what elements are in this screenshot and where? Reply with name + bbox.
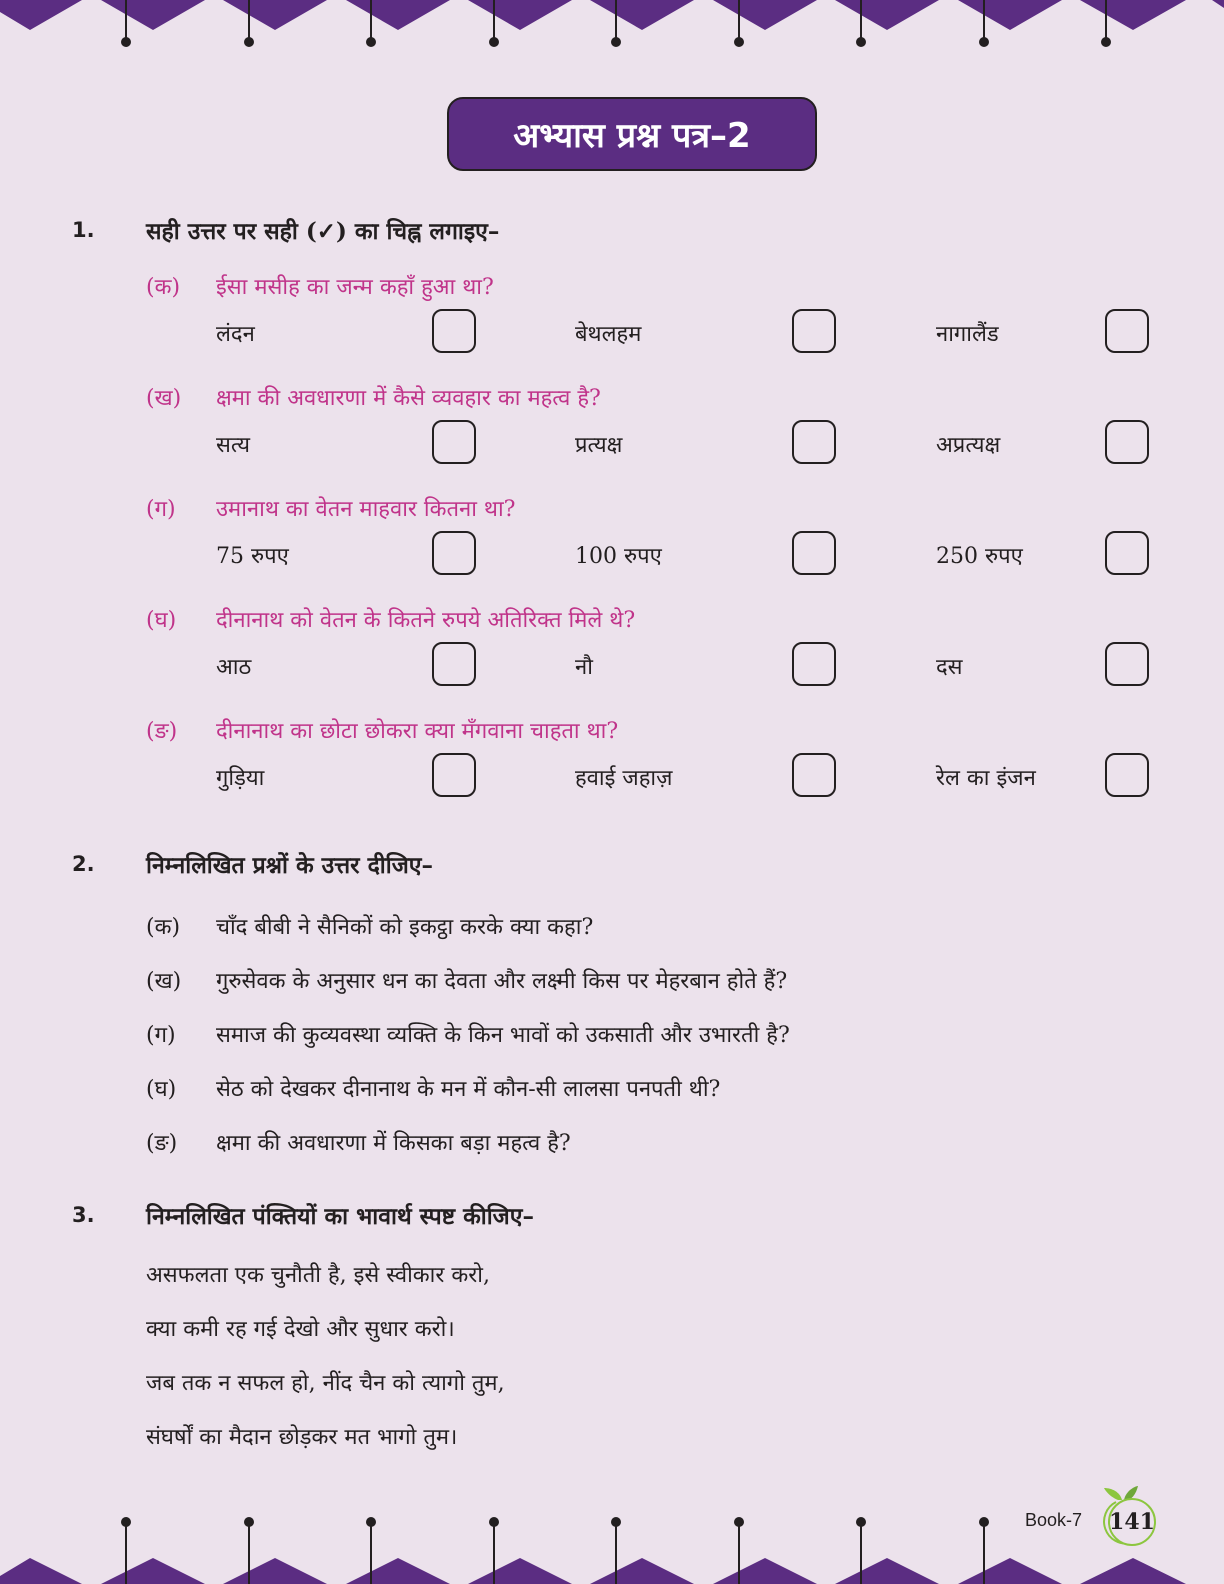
q3-heading: निम्नलिखित पंक्तियों का भावार्थ स्पष्ट कीजिए–: [146, 1203, 534, 1230]
q1-item-d-question: [146, 604, 635, 634]
q1-item-e-option-2: हवाई जहाज़: [575, 766, 673, 791]
q1-item-a-marker: (क): [146, 275, 181, 300]
q2-item-c: [146, 1019, 790, 1049]
q1-item-b-option-3: अप्रत्यक्ष: [936, 433, 1001, 458]
q1-item-a-checkbox-1[interactable]: [432, 309, 476, 353]
q1-item-e-question: [146, 715, 618, 745]
q1-item-c-option-3: 250 रुपए: [936, 544, 1023, 569]
q1-item-d-text: दीनानाथ को वेतन के कितने रुपये अतिरिक्त मिले थे?: [216, 608, 636, 633]
q1-item-e-checkbox-3[interactable]: [1105, 753, 1149, 797]
q1-item-c-checkbox-2[interactable]: [792, 531, 836, 575]
q1-item-e-checkbox-1[interactable]: [432, 753, 476, 797]
worksheet-title: अभ्यास प्रश्न पत्र–2: [447, 97, 817, 171]
q2-item-a-marker: (क): [146, 915, 181, 940]
q1-item-d-checkbox-1[interactable]: [432, 642, 476, 686]
q1-item-d-option-3: दस: [936, 655, 963, 680]
q1-item-d-option-1: आठ: [216, 655, 252, 680]
q1-item-c-marker: (ग): [146, 497, 176, 522]
q2-item-b-text: गुरुसेवक के अनुसार धन का देवता और लक्ष्मी किस पर मेहरबान होते हैं?: [216, 969, 788, 994]
q2-item-a-text: चाँद बीबी ने सैनिकों को इकट्ठा करके क्या कहा?: [216, 915, 594, 940]
q1-item-d-option-2: नौ: [575, 655, 593, 680]
q1-item-b-question: [146, 382, 601, 412]
q2-number: 2.: [72, 852, 95, 876]
q1-item-c-option-2: 100 रुपए: [575, 544, 662, 569]
q2-heading: निम्नलिखित प्रश्नों के उत्तर दीजिए–: [146, 852, 433, 879]
q2-item-c-marker: (ग): [146, 1023, 176, 1048]
q1-heading: सही उत्तर पर सही (✓) का चिह्न लगाइए–: [146, 218, 500, 245]
q1-item-b-option-2: प्रत्यक्ष: [575, 433, 623, 458]
q1-item-c-text: उमानाथ का वेतन माहवार कितना था?: [216, 497, 516, 522]
q2-item-d-text: सेठ को देखकर दीनानाथ के मन में कौन-सी लालसा पनपती थी?: [216, 1077, 721, 1102]
q2-item-a: [146, 911, 593, 941]
q3-number: 3.: [72, 1203, 95, 1227]
q1-item-c-question: [146, 493, 515, 523]
q1-item-b-checkbox-3[interactable]: [1105, 420, 1149, 464]
q1-item-b-option-1: सत्य: [216, 433, 251, 458]
q2-item-d: [146, 1073, 720, 1103]
q1-item-d-checkbox-2[interactable]: [792, 642, 836, 686]
page-number: 141: [1108, 1498, 1156, 1546]
q1-item-c-checkbox-1[interactable]: [432, 531, 476, 575]
q1-item-a-option-3: नागालैंड: [936, 322, 999, 347]
q1-item-a-option-2: बेथलहम: [575, 322, 642, 347]
q1-item-e-option-3: रेल का इंजन: [936, 766, 1036, 791]
q2-item-b: [146, 965, 787, 995]
q1-item-a-checkbox-2[interactable]: [792, 309, 836, 353]
poem-line-1: असफलता एक चुनौती है, इसे स्वीकार करो,: [146, 1263, 490, 1288]
q1-item-b-text: क्षमा की अवधारणा में कैसे व्यवहार का महत्व है?: [216, 386, 601, 411]
q1-item-c-checkbox-3[interactable]: [1105, 531, 1149, 575]
q1-item-a-question: [146, 271, 494, 301]
q1-item-c-option-1: 75 रुपए: [216, 544, 289, 569]
top-border-decoration: [0, 0, 1224, 50]
q1-item-e-text: दीनानाथ का छोटा छोकरा क्या मँगवाना चाहता था?: [216, 719, 619, 744]
q2-item-e-text: क्षमा की अवधारणा में किसका बड़ा महत्व है?: [216, 1131, 571, 1156]
q1-item-e-option-1: गुड़िया: [216, 766, 265, 791]
q2-item-e: [146, 1127, 571, 1157]
q2-item-c-text: समाज की कुव्यवस्था व्यक्ति के किन भावों को उकसाती और उभारती है?: [216, 1023, 790, 1048]
poem-line-4: संघर्षों का मैदान छोड़कर मत भागो तुम।: [146, 1425, 458, 1450]
poem-line-2: क्या कमी रह गई देखो और सुधार करो।: [146, 1317, 455, 1342]
q1-item-e-checkbox-2[interactable]: [792, 753, 836, 797]
book-label: Book-7: [1025, 1510, 1083, 1530]
q1-item-e-marker: (ङ): [146, 719, 178, 744]
q1-item-d-marker: (घ): [146, 608, 177, 633]
q2-item-b-marker: (ख): [146, 969, 182, 994]
poem-line-3: जब तक न सफल हो, नींद चैन को त्यागो तुम,: [146, 1371, 505, 1396]
q1-number: 1.: [72, 218, 95, 242]
q1-item-a-option-1: लंदन: [216, 322, 255, 347]
q1-item-d-checkbox-3[interactable]: [1105, 642, 1149, 686]
q1-item-b-checkbox-2[interactable]: [792, 420, 836, 464]
q1-item-b-checkbox-1[interactable]: [432, 420, 476, 464]
q1-item-a-text: ईसा मसीह का जन्म कहाँ हुआ था?: [216, 275, 494, 300]
q1-item-a-checkbox-3[interactable]: [1105, 309, 1149, 353]
q2-item-e-marker: (ङ): [146, 1131, 178, 1156]
bottom-border-decoration: [0, 1514, 1224, 1584]
q1-item-b-marker: (ख): [146, 386, 182, 411]
q2-item-d-marker: (घ): [146, 1077, 177, 1102]
